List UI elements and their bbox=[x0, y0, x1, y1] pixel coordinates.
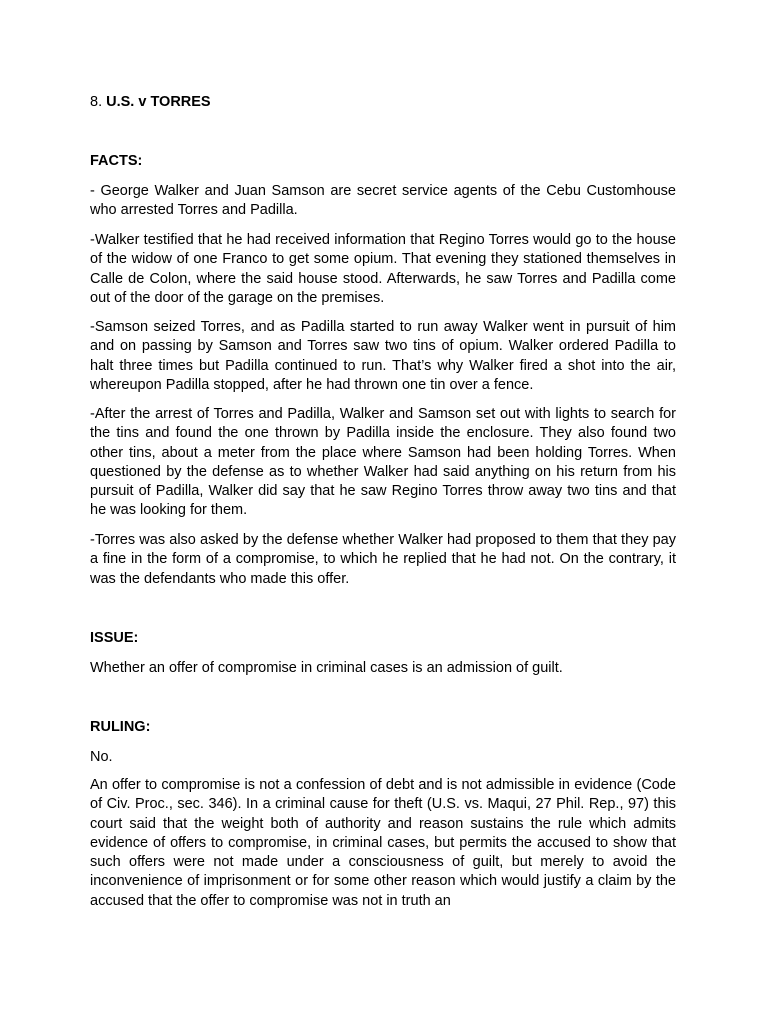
facts-paragraph-3: -Samson seized Torres, and as Padilla started to run away Walker went in pursuit of him and on passing by Samson and Torres saw two tins of opium. Walker ordered Padilla to halt three times but Padilla continued to run. That’s why Walker fired a shot into the air, whereupon Padilla stopped, after he had thrown one tin over a fence. bbox=[90, 319, 676, 393]
issue-heading: ISSUE: bbox=[90, 630, 139, 646]
facts-paragraph-5: -Torres was also asked by the defense whether Walker had proposed to them that they pay a fine in the form of a compromise, to which he replied that he had not. On the contrary, it was the defendants who made this offer. bbox=[90, 532, 676, 587]
facts-paragraph-2: -Walker testified that he had received information that Regino Torres would go to the house of the widow of one Franco to get some opium. That evening they stationed themselves in Calle de Colon, where the said house stood. Afterwards, he saw Torres and Padilla come out of the door of the garage on the premises. bbox=[90, 232, 676, 306]
case-title bbox=[90, 93, 211, 112]
ruling-heading: RULING: bbox=[90, 719, 151, 735]
case-number: 8. bbox=[90, 94, 103, 110]
case-name: U.S. v TORRES bbox=[106, 94, 211, 110]
ruling-paragraph: An offer to compromise is not a confession of debt and is not admissible in evidence (Code of Civ. Proc., sec. 346). In a criminal cause for theft (U.S. vs. Maqui, 27 Phil. Rep., 97) this court said that the weight both of authority and reason sustains the rule which admits evidence of offers to compromise, in criminal cases, but permits the accused to show that such offers were not made under a consciousness of guilt, but merely to avoid the inconvenience of imprisonment or for some other reason which would justify a claim by the accused that the offer to compromise was not in truth an bbox=[90, 777, 676, 909]
facts-paragraph-1: - George Walker and Juan Samson are secret service agents of the Cebu Customhouse who arrested Torres and Padilla. bbox=[90, 183, 676, 219]
issue-text: Whether an offer of compromise in criminal cases is an admission of guilt. bbox=[90, 660, 563, 676]
facts-paragraph-4: -After the arrest of Torres and Padilla, Walker and Samson set out with lights to search for the tins and found the one thrown by Padilla inside the enclosure. They also found two other tins, about a meter from the place where Samson had been holding Torres. When questioned by the defense as to whether Walker had said anything on his return from his pursuit of Padilla, Walker did say that he saw Regino Torres throw away two tins and that he was looking for them. bbox=[90, 406, 676, 519]
ruling-short-answer: No. bbox=[90, 749, 113, 765]
facts-heading: FACTS: bbox=[90, 153, 143, 169]
